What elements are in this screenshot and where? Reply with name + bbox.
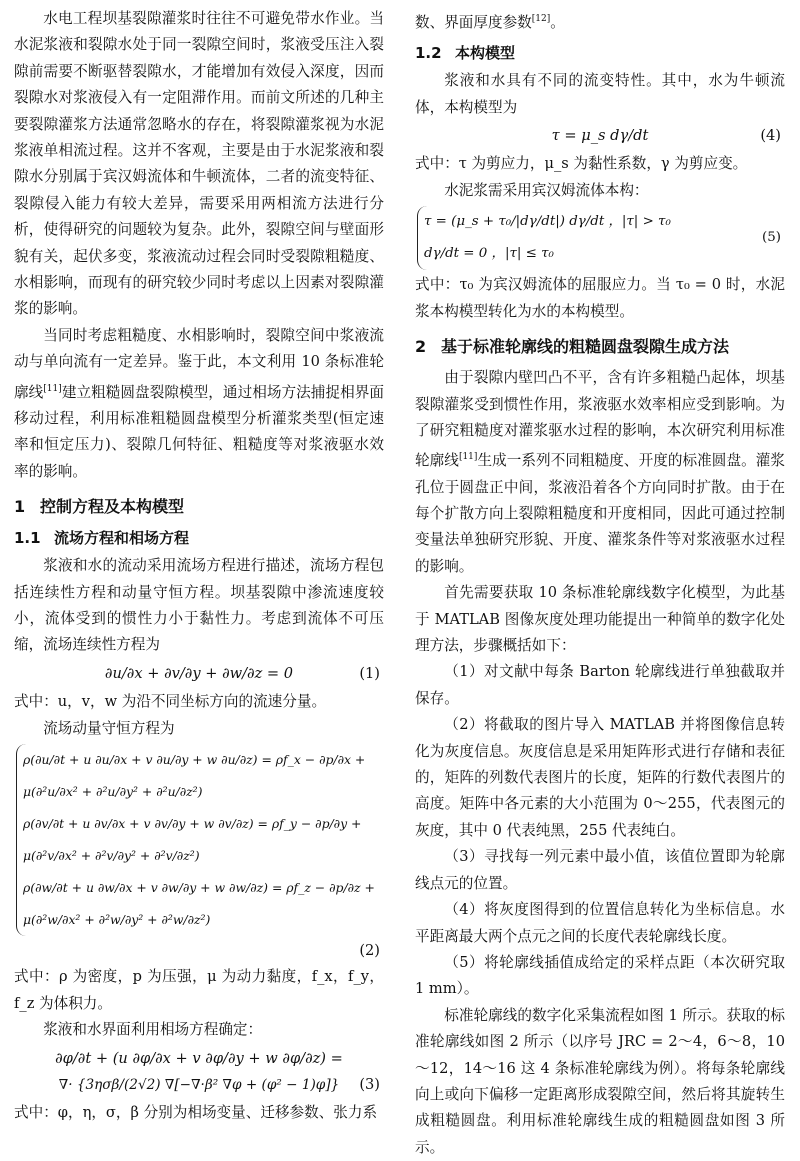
aim-paragraph: 当同时考虑粗糙度、水相影响时，裂隙空间中浆液流动与单向流有一定差异。鉴于此，本文利用 10 条标准轮廓线[11]建立粗糙圆盘裂隙模型，通过相场方法捕捉相界面移动过程，利用标准粗糙圆盘模型分析灌浆类型(恒定速率和恒定压力)、裂隙几何特征、粗糙度等对浆液驱水效率的影响。 bbox=[14, 326, 384, 480]
continued-paragraph: 数、界面厚度参数[12]。 bbox=[415, 13, 565, 31]
eq3-explanation: 式中：φ，η，σ，β 分别为相场变量、迁移参数、张力系 bbox=[14, 1104, 378, 1122]
equation-number: (4) bbox=[760, 127, 781, 145]
step-4: （4）将灰度图得到的位置信息转化为坐标信息。水平距离最大两个点元之间的长度代表轮廓线长度。 bbox=[415, 901, 785, 945]
citation-ref: [11] bbox=[43, 383, 62, 394]
section-heading-2: 2 基于标准轮廓线的粗糙圆盘裂隙生成方法 bbox=[415, 337, 730, 357]
digitization-intro: 首先需要获取 10 条标准轮廓线数字化模型，为此基于 MATLAB 图像灰度处理功能提出一种简单的数字化处理方法，步骤概括如下： bbox=[415, 584, 785, 655]
phase-field-intro: 浆液和水界面利用相场方程确定： bbox=[43, 1021, 263, 1039]
equation-number: (3) bbox=[359, 1075, 380, 1093]
equation-2-system: ρ(∂u/∂t + u ∂u/∂x + v ∂u/∂y + w ∂u/∂z) = ρf_x − ∂p/∂x + μ(∂²u/∂x² + ∂²u/∂y² + ∂²u/∂z²) ρ(∂v/∂t + u ∂v/∂x + v ∂v/∂y + w ∂v/∂z) = ρf_y − ∂p/∂y + μ(∂²v/∂x² + ∂²v/∂y² + ∂²v/∂z²) ρ(∂w/∂t + u ∂w/∂x + v ∂w/∂y + w ∂w/∂z) = ρf_z − ∂p/∂z + μ(∂²w/∂x² + ∂²w/∂y² + ∂²w/∂z²) bbox=[16, 744, 384, 936]
right-column bbox=[415, 6, 785, 1161]
equation-number: (5) bbox=[762, 230, 781, 246]
subsection-heading-1-1: 1.1 流场方程和相场方程 bbox=[14, 529, 190, 548]
momentum-intro: 流场动量守恒方程为 bbox=[43, 719, 175, 737]
eq5-explanation: 式中：τ₀ 为宾汉姆流体的屈服应力。当 τ₀ = 0 时，水泥浆本构模型转化为水的本构模型。 bbox=[415, 276, 785, 320]
intro-paragraph: 水电工程坝基裂隙灌浆时往往不可避免带水作业。当水泥浆液和裂隙水处于同一裂隙空间时，浆液受压注入裂隙前需要不断驱替裂隙水，才能增加有效侵入深度，因而裂隙水对浆液侵入有一定阻滞作用。而前文所述的几种主要裂隙灌浆方法通常忽略水的存在，将裂隙灌浆视为水泥浆液单相流过程。这并不客观，主要是由于水泥浆液和裂隙水分别属于宾汉姆流体和牛顿流体，二者的流变特征、裂隙侵入能力有较大差异，需要采用两相流方法进行分析，使得研究的问题较为复杂。此外，裂隙空间与壁面形貌有关，起伏多变，浆液流动过程会同时受裂隙粗糙度、水相影响，而现有的研究较少同时考虑以上因素对裂隙灌浆的影响。 bbox=[14, 10, 384, 318]
equation-number: (1) bbox=[359, 664, 380, 682]
eq4-explanation: 式中：τ 为剪应力，μ_s 为黏性系数，γ 为剪应变。 bbox=[415, 155, 748, 173]
subsection-heading-1-2: 1.2 本构模型 bbox=[415, 44, 516, 63]
equation-number: (2) bbox=[359, 942, 380, 960]
citation-ref: [11] bbox=[458, 452, 478, 463]
equation-1: ∂u/∂x + ∂v/∂y + ∂w/∂z = 0 (1) bbox=[14, 661, 384, 687]
constitutive-paragraph: 浆液和水具有不同的流变特性。其中，水为牛顿流体，本构模型为 bbox=[415, 72, 785, 116]
equation-5-system: τ = (μ_s + τ₀/|dγ/dt|) dγ/dt ，|τ| > τ₀ dγ/dt = 0 ，|τ| ≤ τ₀ (5) bbox=[417, 206, 785, 270]
step-1: （1）对文献中每条 Barton 轮廓线进行单独截取并保存。 bbox=[415, 663, 785, 707]
figure-reference-paragraph: 标准轮廓线的数字化采集流程如图 1 所示。获取的标准轮廓线如图 2 所示（以序号 JRC = 2～4，6～8，10～12，14～16 这 4 条标准轮廓线为例）。将每条轮廓线向上或向下偏移一定距离形成裂隙空间，然后将其旋转生成粗糙圆盘。利用标准轮廓线生成的粗糙圆盘如图 3 所示。 bbox=[415, 1006, 785, 1156]
left-column bbox=[14, 6, 384, 1127]
step-3: （3）寻找每一列元素中最小值，该值位置即为轮廓线点元的位置。 bbox=[415, 848, 785, 892]
roughness-paragraph: 由于裂隙内壁凹凸不平，含有许多粗糙凸起体，坝基裂隙灌浆受到惯性作用，浆液驱水效率相应受到影响。为了研究粗糙度对灌浆驱水过程的影响，本次研究利用标准轮廓线[11]生成一系列不同粗糙度、开度的标准圆盘。灌浆孔位于圆盘正中间，浆液沿着各个方向同时扩散。由于在每个扩散方向上裂隙粗糙度和开度相同，因此可通过控制变量法单独研究形貌、开度、灌浆条件等对浆液驱水过程的影响。 bbox=[415, 369, 785, 575]
step-2: （2）将截取的图片导入 MATLAB 并将图像信息转化为灰度信息。灰度信息是采用矩阵形式进行存储和表征的，矩阵的列数代表图片的长度，矩阵的行数代表图片的高度。矩阵中各元素的大小范围为 0～255，代表图元的灰度，其中 0 代表纯黑，255 代表纯白。 bbox=[415, 716, 785, 839]
equation-3: ∂φ/∂t + (u ∂φ/∂x + v ∂φ/∂y + w ∂φ/∂z) = ∇· {3ησβ/(2√2) ∇[−∇·β² ∇φ + (φ² − 1)φ]} (3) bbox=[14, 1046, 384, 1099]
citation-ref: [12] bbox=[531, 14, 551, 24]
eq2-explanation: 式中：ρ 为密度，p 为压强，μ 为动力黏度，f_x，f_y，f_z 为体积力。 bbox=[14, 968, 384, 1012]
flow-equation-paragraph: 浆液和水的流动采用流场方程进行描述，流场方程包括连续性方程和动量守恒方程。坝基裂隙中渗流速度较小，流体受到的惯性力小于黏性力。考虑到流体不可压缩，流场连续性方程为 bbox=[14, 557, 384, 654]
section-heading-1: 1 控制方程及本构模型 bbox=[14, 497, 185, 517]
equation-4: τ = μ_s dγ/dt (4) bbox=[415, 123, 785, 149]
step-5: （5）将轮廓线插值成给定的采样点距（本次研究取 1 mm）。 bbox=[415, 953, 785, 998]
bingham-intro: 水泥浆需采用宾汉姆流体本构： bbox=[444, 181, 649, 199]
eq1-explanation: 式中：u，v，w 为沿不同坐标方向的流速分量。 bbox=[14, 693, 327, 711]
